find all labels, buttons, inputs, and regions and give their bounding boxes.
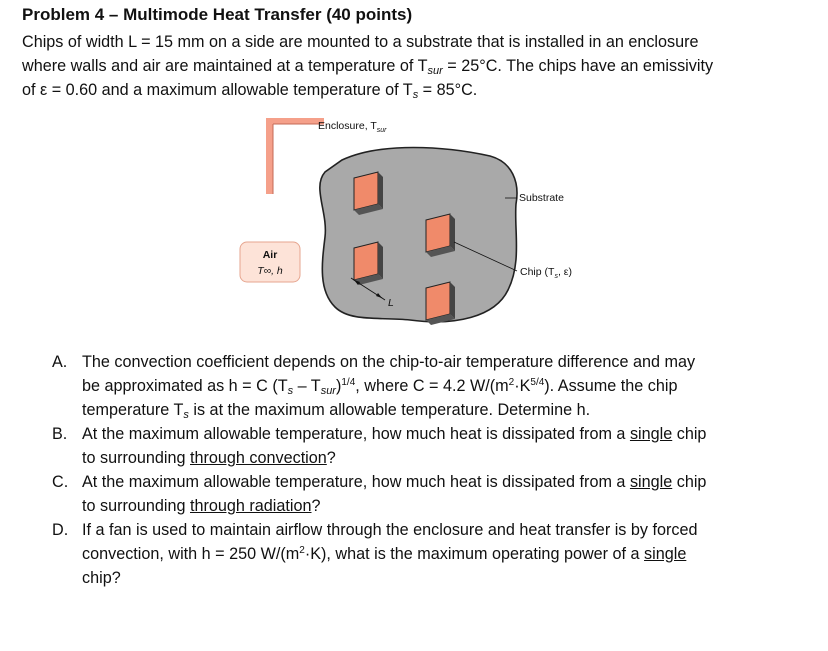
question-line: to surrounding through convection? — [82, 449, 336, 467]
statement-text: = 85°C. — [418, 81, 478, 99]
statement-line-2 — [22, 54, 812, 78]
question-line: be approximated as h = C $(T_s - T_{sur})^{1/4}$, where C = 4.2 $W/(m^2\cdot K^{5/4})$. Assume the chip — [82, 377, 678, 397]
chip — [426, 214, 455, 257]
question-line: At the maximum allowable temperature, how much heat is dissipated from a single chip — [82, 425, 707, 443]
statement-text: = 25°C. The chips have an emissivity — [442, 57, 714, 75]
problem-statement — [22, 30, 812, 102]
question-line: to surrounding through radiation? — [82, 497, 321, 515]
question-line: The convection coefficient depends on the chip-to-air temperature difference and may — [82, 353, 696, 371]
substrate — [320, 148, 517, 322]
question-letter: A. — [52, 353, 68, 371]
question-d — [52, 518, 812, 590]
question-letter: D. — [52, 521, 69, 539]
question-line: temperature $T_s$ is at the maximum allowable temperature. Determine h. — [82, 401, 591, 421]
air-conditions-label: T∞, h — [257, 265, 283, 277]
question-line: convection, with h = 250 $W/(m^2\cdot K)$, what is the maximum operating power of a single — [82, 545, 687, 563]
subscript-sur: sur — [427, 65, 443, 77]
statement-text: of ε = 0.60 and a maximum allowable temperature of T — [22, 81, 413, 99]
enclosure-wall — [266, 118, 324, 194]
question-letter: B. — [52, 425, 68, 443]
question-letter: C. — [52, 473, 69, 491]
chip — [426, 282, 455, 325]
width-label: L — [388, 297, 394, 309]
question-line: At the maximum allowable temperature, how much heat is dissipated from a single chip — [82, 473, 707, 491]
question-line: If a fan is used to maintain airflow through the enclosure and heat transfer is by forced — [82, 521, 698, 539]
question-c — [52, 470, 812, 518]
enclosure-label: Enclosure, $T_{sur}$ — [318, 120, 387, 134]
substrate-label: Substrate — [519, 192, 564, 204]
chip-substrate-figure — [230, 112, 610, 342]
statement-text: where walls and air are maintained at a temperature of T — [22, 57, 428, 75]
question-list — [52, 350, 812, 590]
question-line: chip? — [82, 569, 121, 587]
question-a — [52, 350, 812, 422]
statement-line-3 — [22, 78, 812, 102]
question-b — [52, 422, 812, 470]
chip-label: Chip ($T_s$, ε) — [520, 266, 572, 280]
chip — [354, 172, 383, 215]
subscript-s: s — [412, 89, 419, 101]
problem-title: Problem 4 – Multimode Heat Transfer (40 points) — [22, 5, 413, 24]
chip — [354, 242, 383, 285]
air-label: Air — [262, 249, 278, 261]
statement-line-1: Chips of width L = 15 mm on a side are mounted to a substrate that is installed in an enclosure — [22, 33, 699, 51]
